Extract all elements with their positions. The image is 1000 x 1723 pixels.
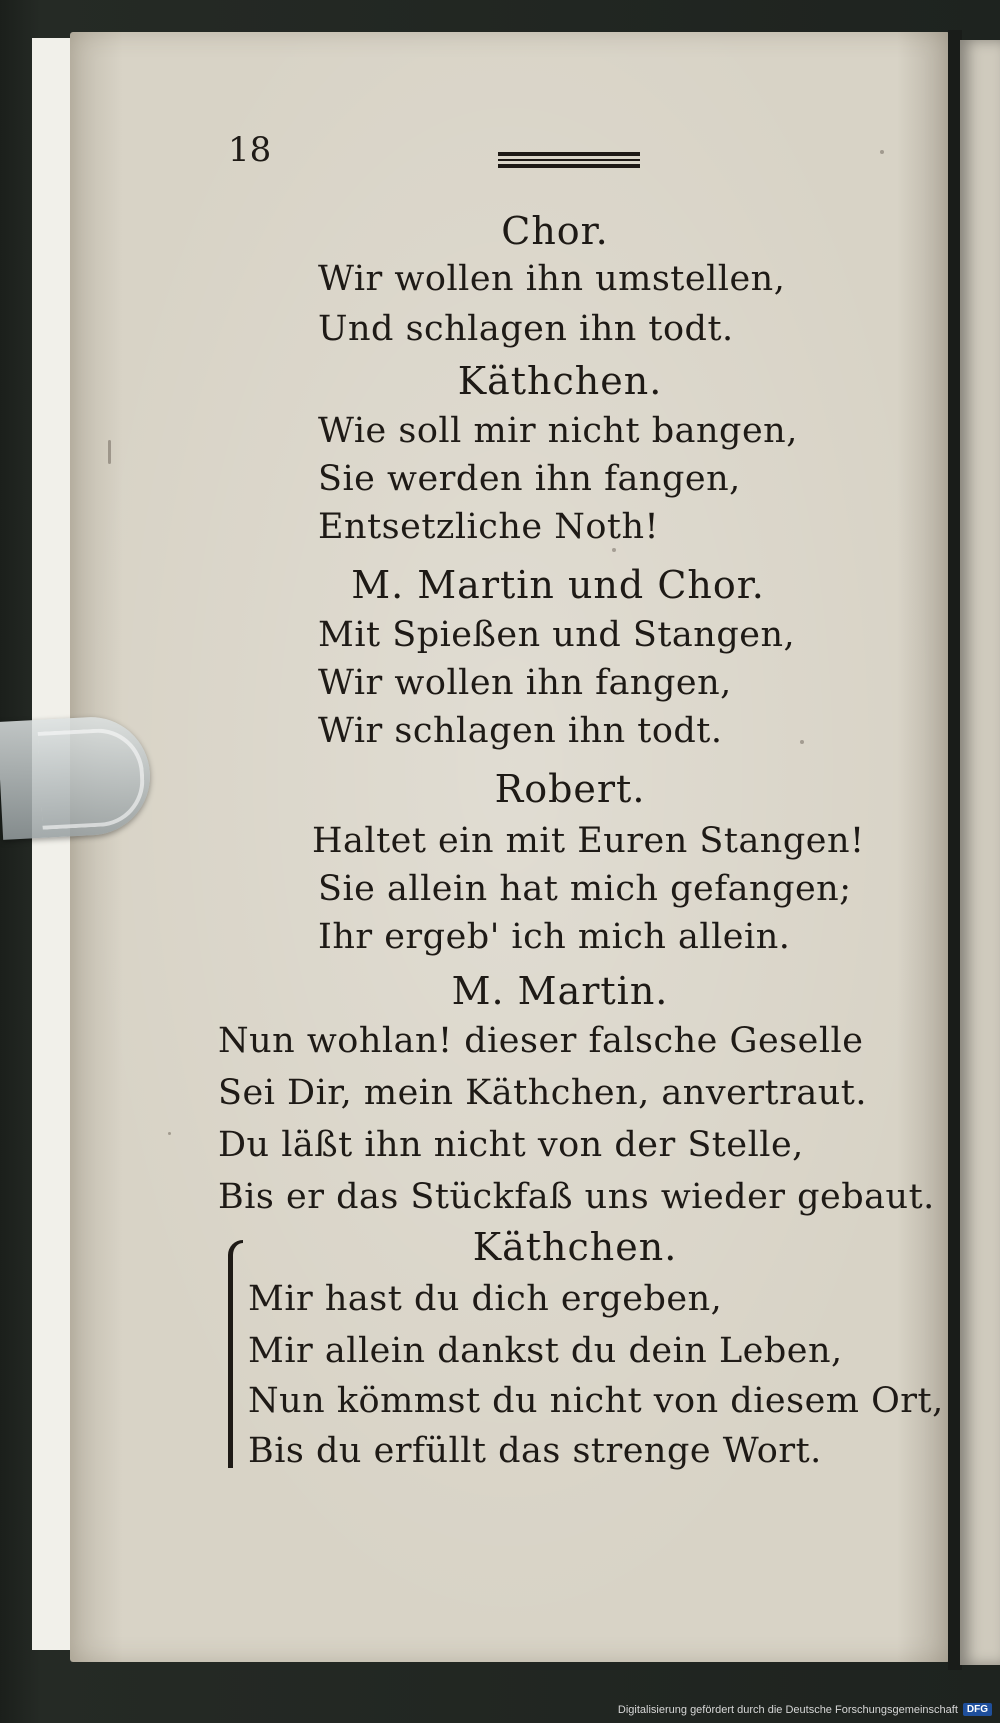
verse-line: Sie allein hat mich gefangen; (318, 869, 852, 909)
verse-brace (228, 1240, 243, 1468)
footer-credit: Digitalisierung gefördert durch die Deutsche Forschungsgemeinschaft (617, 1703, 958, 1716)
verse-line: Nun kömmst du nicht von diesem Ort, (248, 1381, 944, 1421)
ornament-rule-thick (498, 164, 640, 168)
facing-page-edge (960, 40, 1000, 1665)
verse-line: Mit Spießen und Stangen, (318, 615, 796, 655)
verse-line: Mir hast du dich ergeben, (248, 1279, 723, 1319)
speaker-heading: Käthchen. (472, 1225, 678, 1269)
verse-line: Du läßt ihn nicht von der Stelle, (218, 1125, 804, 1165)
paper-speck (168, 1132, 171, 1135)
speaker-heading: Käthchen. (457, 359, 663, 403)
verse-line: Wir schlagen ihn todt. (318, 711, 723, 751)
verse-line: Bis er das Stückfaß uns wieder gebaut. (218, 1177, 935, 1217)
paper-speck (612, 548, 616, 552)
dfg-logo-icon: DFG (963, 1703, 992, 1716)
verse-line: Wir wollen ihn fangen, (318, 663, 732, 703)
header-ornament-rule (498, 152, 640, 168)
verse-line: Und schlagen ihn todt. (318, 309, 734, 349)
verse-line: Entsetzliche Noth! (318, 507, 660, 547)
verse-line: Wie soll mir nicht bangen, (318, 411, 798, 451)
paper-speck (108, 440, 111, 464)
page-number: 18 (228, 130, 272, 170)
digitization-footer (618, 1703, 992, 1716)
speaker-heading: Chor. (501, 209, 609, 253)
verse-line: Ihr ergeb' ich mich allein. (318, 917, 791, 957)
paper-speck (800, 740, 804, 744)
ornament-rule-thin (498, 159, 640, 161)
ornament-rule-thick (498, 152, 640, 156)
paper-speck (880, 150, 884, 154)
speaker-heading: M. Martin und Chor. (351, 563, 765, 607)
verse-line: Bis du erfüllt das strenge Wort. (248, 1431, 822, 1471)
page-clip-highlight (38, 726, 147, 829)
verse-line: Haltet ein mit Euren Stangen! (312, 821, 865, 861)
verse-line: Wir wollen ihn umstellen, (318, 259, 786, 299)
verse-line: Sie werden ihn fangen, (318, 459, 741, 499)
verse-line: Nun wohlan! dieser falsche Geselle (218, 1021, 864, 1061)
verse-line: Mir allein dankst du dein Leben, (248, 1331, 843, 1371)
verse-line: Sei Dir, mein Käthchen, anvertraut. (218, 1073, 867, 1113)
speaker-heading: M. Martin. (451, 969, 669, 1013)
speaker-heading: Robert. (494, 767, 646, 811)
